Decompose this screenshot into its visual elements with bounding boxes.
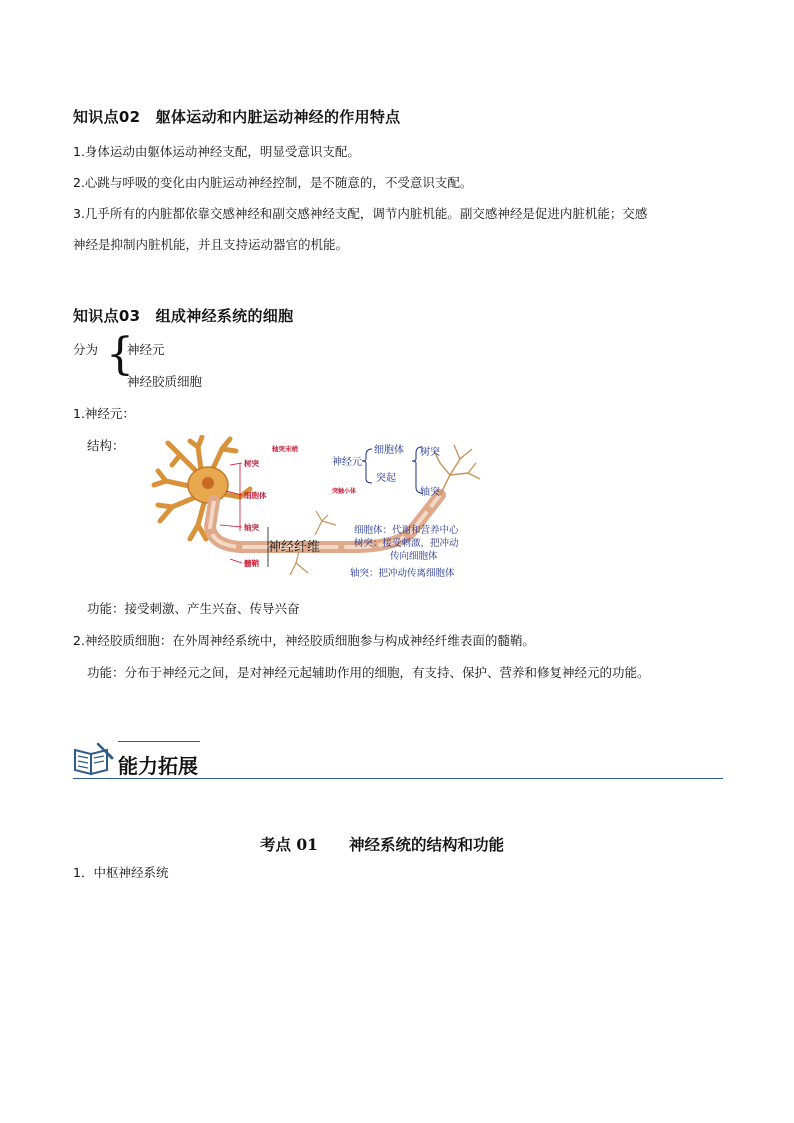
axon-terminal-branches	[434, 445, 480, 495]
kp02-item-2: 2.心跳与呼吸的变化由内脏运动神经控制，是不随意的，不受意识支配。	[73, 175, 473, 190]
label-nerve-fiber: 神经纤维	[268, 540, 321, 555]
neuron-heading: 1.神经元：	[73, 406, 135, 421]
note-cell-body: 细胞体：代谢和营养中心	[354, 525, 459, 536]
tree-axon: 轴突	[420, 487, 440, 498]
tree-root: 神经元	[332, 457, 362, 468]
neuron-figure	[150, 435, 495, 585]
note-dendrite-cont: 传向细胞体	[390, 551, 438, 562]
exam01-title: 考点 01 神经系统的结构和功能	[260, 835, 504, 854]
kp02-title: 知识点02 躯体运动和内脏运动神经的作用特点	[73, 108, 401, 126]
divide-label: 分为	[73, 342, 99, 357]
section-underline	[73, 778, 723, 779]
book-icon	[72, 742, 114, 778]
tree-dendrite: 树突	[420, 447, 440, 458]
kp02-item-3: 3.几乎所有的内脏都依靠交感神经和副交感神经支配，调节内脏机能。副交感神经是促进内脏机能；交感	[73, 206, 648, 221]
note-axon: 轴突：把冲动传离细胞体	[350, 568, 455, 579]
tree-cell-body: 细胞体	[374, 445, 404, 456]
label-synaptic-knob: 突触小体	[332, 488, 357, 495]
neuron-function: 功能：接受刺激、产生兴奋、传导兴奋	[87, 601, 300, 616]
exam01-item-1: 1．中枢神经系统	[73, 865, 169, 880]
label-dendrite: 树突	[244, 459, 259, 468]
structure-label: 结构：	[87, 438, 125, 453]
note-dendrite: 树突：接受刺激，把冲动	[354, 538, 459, 549]
label-axon-terminal: 轴突末梢	[272, 445, 298, 453]
tree-process: 突起	[376, 473, 396, 484]
glia-function: 功能：分布于神经元之间，是对神经元起辅助作用的细胞，有支持、保护、营养和修复神经元的功能。	[87, 665, 650, 680]
banner-top-rule	[118, 741, 200, 742]
label-axon: 轴突	[244, 523, 259, 532]
section-title: 能力拓展	[118, 754, 198, 778]
label-cell-body: 细胞体	[244, 491, 267, 500]
divide-item-neuron: 神经元	[127, 342, 165, 357]
kp02-item-3-cont: 神经是抑制内脏机能，并且支持运动器官的机能。	[73, 237, 349, 252]
kp03-title: 知识点03 组成神经系统的细胞	[73, 307, 294, 325]
nucleus-shape	[202, 477, 214, 489]
kp02-item-1: 1.身体运动由躯体运动神经支配，明显受意识支配。	[73, 144, 360, 159]
divide-item-glia: 神经胶质细胞	[127, 374, 203, 389]
label-myelin: 髓鞘	[244, 559, 259, 568]
brace-symbol: {	[106, 329, 134, 380]
glia-description: 2.神经胶质细胞：在外周神经系统中，神经胶质细胞参与构成神经纤维表面的髓鞘。	[73, 633, 535, 648]
